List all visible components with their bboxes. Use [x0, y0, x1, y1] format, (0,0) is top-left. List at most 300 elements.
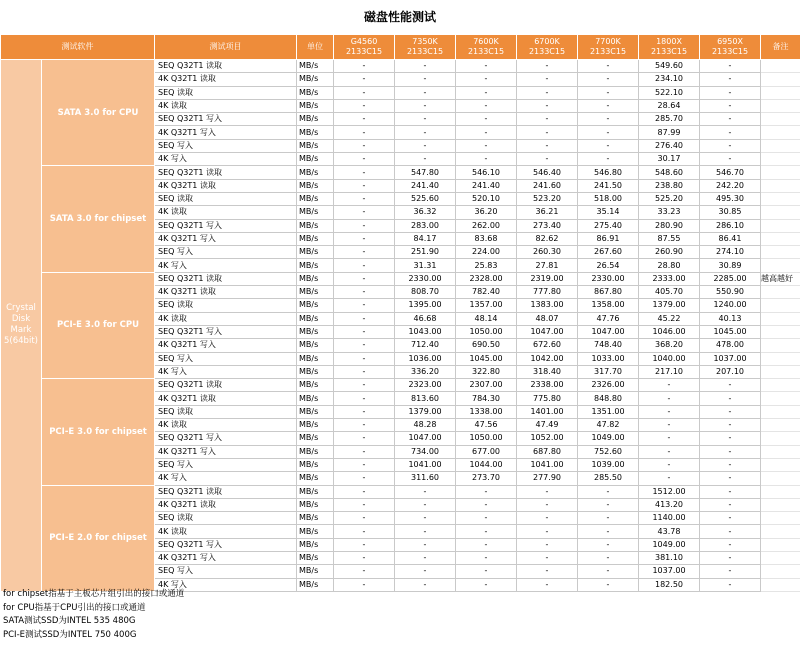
value-cell: 2330.00 [395, 272, 456, 285]
unit-cell: MB/s [297, 86, 334, 99]
header-unit: 单位 [297, 35, 334, 60]
value-cell: - [517, 512, 578, 525]
note-cell [761, 405, 800, 418]
value-cell: - [456, 153, 517, 166]
value-cell: 273.40 [517, 219, 578, 232]
value-cell: 35.14 [578, 206, 639, 219]
table-body [1, 60, 800, 592]
unit-cell: MB/s [297, 485, 334, 498]
value-cell: 336.20 [395, 365, 456, 378]
value-cell: 31.31 [395, 259, 456, 272]
unit-cell: MB/s [297, 179, 334, 192]
value-cell: - [456, 113, 517, 126]
value-cell: - [334, 485, 395, 498]
value-cell: 690.50 [456, 339, 517, 352]
value-cell: 1049.00 [639, 538, 700, 551]
unit-cell: MB/s [297, 219, 334, 232]
value-cell: - [334, 365, 395, 378]
value-cell: - [578, 113, 639, 126]
group-label: PCI-E 3.0 for chipset [42, 379, 155, 485]
value-cell: - [639, 472, 700, 485]
note-cell [761, 339, 800, 352]
value-cell: 283.00 [395, 219, 456, 232]
value-cell: - [395, 525, 456, 538]
value-cell: - [334, 512, 395, 525]
value-cell: 285.50 [578, 472, 639, 485]
header-software: 测试软件 [1, 35, 155, 60]
value-cell: 520.10 [456, 192, 517, 205]
test-item-cell: SEQ Q32T1 读取 [155, 60, 297, 73]
note-cell [761, 166, 800, 179]
value-cell: 848.80 [578, 392, 639, 405]
value-cell: 808.70 [395, 286, 456, 299]
value-cell: - [700, 538, 761, 551]
group-label: SATA 3.0 for CPU [42, 60, 155, 166]
value-cell: 241.60 [517, 179, 578, 192]
test-item-cell: 4K Q32T1 读取 [155, 179, 297, 192]
note-cell [761, 179, 800, 192]
test-item-cell: 4K Q32T1 读取 [155, 498, 297, 511]
value-cell: 734.00 [395, 445, 456, 458]
header-row [1, 35, 800, 60]
value-cell: - [639, 458, 700, 471]
value-cell: - [700, 86, 761, 99]
value-cell: - [334, 139, 395, 152]
value-cell: 1046.00 [639, 325, 700, 338]
value-cell: 40.13 [700, 312, 761, 325]
value-cell: - [334, 192, 395, 205]
value-cell: - [700, 99, 761, 112]
value-cell: 2330.00 [578, 272, 639, 285]
value-cell: 28.80 [639, 259, 700, 272]
value-cell: - [334, 286, 395, 299]
value-cell: - [517, 565, 578, 578]
value-cell: - [395, 565, 456, 578]
value-cell: 285.70 [639, 113, 700, 126]
value-cell: 28.64 [639, 99, 700, 112]
test-item-cell: SEQ 写入 [155, 139, 297, 152]
value-cell: 381.10 [639, 551, 700, 564]
note-cell [761, 286, 800, 299]
value-cell: - [517, 551, 578, 564]
note-cell [761, 325, 800, 338]
value-cell: - [578, 139, 639, 152]
value-cell: - [334, 339, 395, 352]
value-cell: 2328.00 [456, 272, 517, 285]
test-item-cell: 4K Q32T1 写入 [155, 126, 297, 139]
value-cell: - [517, 485, 578, 498]
value-cell: 712.40 [395, 339, 456, 352]
unit-cell: MB/s [297, 325, 334, 338]
note-cell [761, 126, 800, 139]
unit-cell: MB/s [297, 525, 334, 538]
value-cell: - [517, 99, 578, 112]
value-cell: 1039.00 [578, 458, 639, 471]
header-cpu-1800x: 1800X 2133C15 [639, 35, 700, 60]
value-cell: - [517, 126, 578, 139]
note-cell [761, 206, 800, 219]
value-cell: - [700, 419, 761, 432]
value-cell: - [334, 578, 395, 591]
note-cell [761, 578, 800, 591]
value-cell: - [334, 126, 395, 139]
value-cell: - [578, 60, 639, 73]
value-cell: 1050.00 [456, 325, 517, 338]
value-cell: 546.70 [700, 166, 761, 179]
value-cell: - [517, 139, 578, 152]
unit-cell: MB/s [297, 60, 334, 73]
value-cell: 478.00 [700, 339, 761, 352]
note-cell [761, 259, 800, 272]
value-cell: - [700, 379, 761, 392]
unit-cell: MB/s [297, 99, 334, 112]
value-cell: 1041.00 [395, 458, 456, 471]
header-cpu-6950x: 6950X 2133C15 [700, 35, 761, 60]
software-name-line: 5(64bit) [4, 336, 38, 347]
test-item-cell: SEQ 读取 [155, 192, 297, 205]
test-item-cell: 4K Q32T1 读取 [155, 73, 297, 86]
value-cell: 87.55 [639, 232, 700, 245]
value-cell: 318.40 [517, 365, 578, 378]
value-cell: - [334, 472, 395, 485]
footnote: PCI-E测试SSD为INTEL 750 400G [3, 629, 137, 640]
unit-cell: MB/s [297, 299, 334, 312]
value-cell: 672.60 [517, 339, 578, 352]
value-cell: - [517, 60, 578, 73]
value-cell: - [456, 498, 517, 511]
value-cell: 317.70 [578, 365, 639, 378]
header-cpu-7700k: 7700K 2133C15 [578, 35, 639, 60]
value-cell: - [334, 432, 395, 445]
value-cell: - [395, 485, 456, 498]
value-cell: - [578, 551, 639, 564]
value-cell: - [334, 525, 395, 538]
unit-cell: MB/s [297, 419, 334, 432]
value-cell: - [334, 299, 395, 312]
value-cell: 276.40 [639, 139, 700, 152]
note-cell [761, 551, 800, 564]
value-cell: 522.10 [639, 86, 700, 99]
value-cell: 1358.00 [578, 299, 639, 312]
value-cell: 546.80 [578, 166, 639, 179]
value-cell: - [700, 392, 761, 405]
value-cell: - [578, 126, 639, 139]
value-cell: - [517, 86, 578, 99]
value-cell: - [700, 153, 761, 166]
value-cell: 867.80 [578, 286, 639, 299]
unit-cell: MB/s [297, 192, 334, 205]
test-item-cell: 4K 写入 [155, 153, 297, 166]
value-cell: - [395, 73, 456, 86]
value-cell: - [334, 565, 395, 578]
note-cell [761, 565, 800, 578]
note-cell [761, 538, 800, 551]
value-cell: 241.40 [456, 179, 517, 192]
value-cell: 2323.00 [395, 379, 456, 392]
value-cell: - [700, 512, 761, 525]
value-cell: 224.00 [456, 246, 517, 259]
value-cell: - [578, 86, 639, 99]
value-cell: 548.60 [639, 166, 700, 179]
value-cell: 267.60 [578, 246, 639, 259]
note-cell [761, 153, 800, 166]
value-cell: - [639, 379, 700, 392]
value-cell: - [639, 432, 700, 445]
note-cell [761, 392, 800, 405]
value-cell: 549.60 [639, 60, 700, 73]
footnote: for chipset指基于主板芯片组引出的接口或通道 [3, 589, 185, 599]
test-item-cell: SEQ Q32T1 写入 [155, 325, 297, 338]
test-item-cell: SEQ Q32T1 写入 [155, 538, 297, 551]
value-cell: 30.17 [639, 153, 700, 166]
value-cell: - [334, 206, 395, 219]
value-cell: - [578, 73, 639, 86]
software-name-line: Disk [11, 314, 31, 325]
value-cell: 1047.00 [395, 432, 456, 445]
value-cell: - [395, 512, 456, 525]
value-cell: 46.68 [395, 312, 456, 325]
value-cell: - [395, 113, 456, 126]
value-cell: 1037.00 [700, 352, 761, 365]
value-cell: 274.10 [700, 246, 761, 259]
unit-cell: MB/s [297, 538, 334, 551]
value-cell: 1395.00 [395, 299, 456, 312]
unit-cell: MB/s [297, 113, 334, 126]
note-cell [761, 99, 800, 112]
value-cell: 30.89 [700, 259, 761, 272]
value-cell: - [456, 73, 517, 86]
note-cell [761, 139, 800, 152]
value-cell: - [334, 312, 395, 325]
value-cell: 784.30 [456, 392, 517, 405]
value-cell: - [456, 538, 517, 551]
value-cell: 550.90 [700, 286, 761, 299]
value-cell: 525.60 [395, 192, 456, 205]
value-cell: 1041.00 [517, 458, 578, 471]
unit-cell: MB/s [297, 565, 334, 578]
value-cell: 1357.00 [456, 299, 517, 312]
note-cell [761, 232, 800, 245]
test-item-cell: 4K 写入 [155, 259, 297, 272]
value-cell: - [700, 551, 761, 564]
value-cell: - [578, 99, 639, 112]
value-cell: 2285.00 [700, 272, 761, 285]
note-cell [761, 445, 800, 458]
unit-cell: MB/s [297, 379, 334, 392]
value-cell: 1043.00 [395, 325, 456, 338]
test-item-cell: 4K Q32T1 读取 [155, 392, 297, 405]
value-cell: - [456, 512, 517, 525]
test-item-cell: SEQ Q32T1 读取 [155, 272, 297, 285]
value-cell: 752.60 [578, 445, 639, 458]
value-cell: - [456, 578, 517, 591]
value-cell: 1049.00 [578, 432, 639, 445]
unit-cell: MB/s [297, 445, 334, 458]
value-cell: 2338.00 [517, 379, 578, 392]
header-cpu-7600k: 7600K 2133C15 [456, 35, 517, 60]
value-cell: 677.00 [456, 445, 517, 458]
value-cell: 84.17 [395, 232, 456, 245]
table-row [1, 485, 800, 498]
value-cell: 546.10 [456, 166, 517, 179]
value-cell: - [334, 219, 395, 232]
unit-cell: MB/s [297, 365, 334, 378]
note-cell: 越高越好 [761, 272, 800, 285]
value-cell: - [700, 578, 761, 591]
test-item-cell: 4K Q32T1 写入 [155, 232, 297, 245]
test-item-cell: 4K 写入 [155, 472, 297, 485]
table-row [1, 166, 800, 179]
test-item-cell: SEQ 写入 [155, 565, 297, 578]
value-cell: - [334, 246, 395, 259]
value-cell: - [700, 485, 761, 498]
value-cell: 687.80 [517, 445, 578, 458]
value-cell: 25.83 [456, 259, 517, 272]
value-cell: 546.40 [517, 166, 578, 179]
note-cell [761, 352, 800, 365]
value-cell: - [334, 551, 395, 564]
value-cell: - [456, 99, 517, 112]
software-name-line: Mark [10, 325, 32, 336]
value-cell: - [334, 405, 395, 418]
value-cell: 1045.00 [456, 352, 517, 365]
unit-cell: MB/s [297, 166, 334, 179]
value-cell: - [517, 578, 578, 591]
value-cell: - [700, 445, 761, 458]
test-item-cell: SEQ Q32T1 写入 [155, 432, 297, 445]
value-cell: 777.80 [517, 286, 578, 299]
value-cell: - [578, 565, 639, 578]
value-cell: 547.80 [395, 166, 456, 179]
value-cell: - [517, 498, 578, 511]
test-item-cell: SEQ Q32T1 读取 [155, 379, 297, 392]
value-cell: - [395, 139, 456, 152]
value-cell: 1383.00 [517, 299, 578, 312]
value-cell: - [578, 525, 639, 538]
value-cell: 413.20 [639, 498, 700, 511]
value-cell: 260.30 [517, 246, 578, 259]
header-cpu-g4560: G4560 2133C15 [334, 35, 395, 60]
value-cell: - [700, 60, 761, 73]
note-cell [761, 512, 800, 525]
unit-cell: MB/s [297, 551, 334, 564]
value-cell: 260.90 [639, 246, 700, 259]
test-item-cell: 4K 写入 [155, 578, 297, 591]
note-cell [761, 219, 800, 232]
value-cell: - [334, 60, 395, 73]
value-cell: 368.20 [639, 339, 700, 352]
value-cell: - [334, 113, 395, 126]
value-cell: 1379.00 [639, 299, 700, 312]
note-cell [761, 246, 800, 259]
unit-cell: MB/s [297, 339, 334, 352]
value-cell: 518.00 [578, 192, 639, 205]
disk-benchmark-table [0, 34, 800, 592]
value-cell: 1047.00 [517, 325, 578, 338]
test-item-cell: SEQ 写入 [155, 352, 297, 365]
value-cell: - [334, 419, 395, 432]
value-cell: - [395, 60, 456, 73]
value-cell: 86.41 [700, 232, 761, 245]
unit-cell: MB/s [297, 153, 334, 166]
test-item-cell: SEQ 读取 [155, 405, 297, 418]
group-label: PCI-E 2.0 for chipset [42, 485, 155, 591]
value-cell: - [334, 445, 395, 458]
value-cell: 47.82 [578, 419, 639, 432]
value-cell: - [395, 99, 456, 112]
value-cell: 217.10 [639, 365, 700, 378]
test-item-cell: SEQ 写入 [155, 458, 297, 471]
value-cell: 277.90 [517, 472, 578, 485]
value-cell: 86.91 [578, 232, 639, 245]
test-item-cell: 4K 写入 [155, 365, 297, 378]
software-cell [1, 60, 42, 592]
note-cell [761, 498, 800, 511]
value-cell: - [395, 498, 456, 511]
note-cell [761, 525, 800, 538]
value-cell: 36.20 [456, 206, 517, 219]
value-cell: 275.40 [578, 219, 639, 232]
value-cell: - [395, 153, 456, 166]
value-cell: - [456, 565, 517, 578]
value-cell: - [395, 551, 456, 564]
value-cell: 242.20 [700, 179, 761, 192]
value-cell: 1140.00 [639, 512, 700, 525]
value-cell: 48.14 [456, 312, 517, 325]
value-cell: 405.70 [639, 286, 700, 299]
value-cell: 748.40 [578, 339, 639, 352]
value-cell: - [700, 139, 761, 152]
value-cell: 1338.00 [456, 405, 517, 418]
value-cell: - [700, 73, 761, 86]
note-cell [761, 365, 800, 378]
value-cell: 36.21 [517, 206, 578, 219]
note-cell [761, 419, 800, 432]
value-cell: - [639, 405, 700, 418]
value-cell: 782.40 [456, 286, 517, 299]
value-cell: - [334, 458, 395, 471]
unit-cell: MB/s [297, 126, 334, 139]
value-cell: 2326.00 [578, 379, 639, 392]
test-item-cell: 4K 读取 [155, 206, 297, 219]
unit-cell: MB/s [297, 259, 334, 272]
value-cell: 286.10 [700, 219, 761, 232]
value-cell: 26.54 [578, 259, 639, 272]
value-cell: 27.81 [517, 259, 578, 272]
test-item-cell: SEQ Q32T1 读取 [155, 166, 297, 179]
value-cell: - [578, 498, 639, 511]
value-cell: 1052.00 [517, 432, 578, 445]
value-cell: - [334, 325, 395, 338]
test-item-cell: SEQ 读取 [155, 512, 297, 525]
value-cell: 43.78 [639, 525, 700, 538]
footnote: SATA测试SSD为INTEL 535 480G [3, 616, 136, 626]
value-cell: - [456, 126, 517, 139]
test-item-cell: 4K Q32T1 写入 [155, 445, 297, 458]
note-cell [761, 299, 800, 312]
note-cell [761, 458, 800, 471]
value-cell: - [334, 153, 395, 166]
value-cell: - [700, 405, 761, 418]
note-cell [761, 312, 800, 325]
value-cell: 241.40 [395, 179, 456, 192]
value-cell: - [334, 352, 395, 365]
value-cell: 1042.00 [517, 352, 578, 365]
unit-cell: MB/s [297, 286, 334, 299]
value-cell: 48.07 [517, 312, 578, 325]
value-cell: 234.10 [639, 73, 700, 86]
value-cell: - [700, 432, 761, 445]
